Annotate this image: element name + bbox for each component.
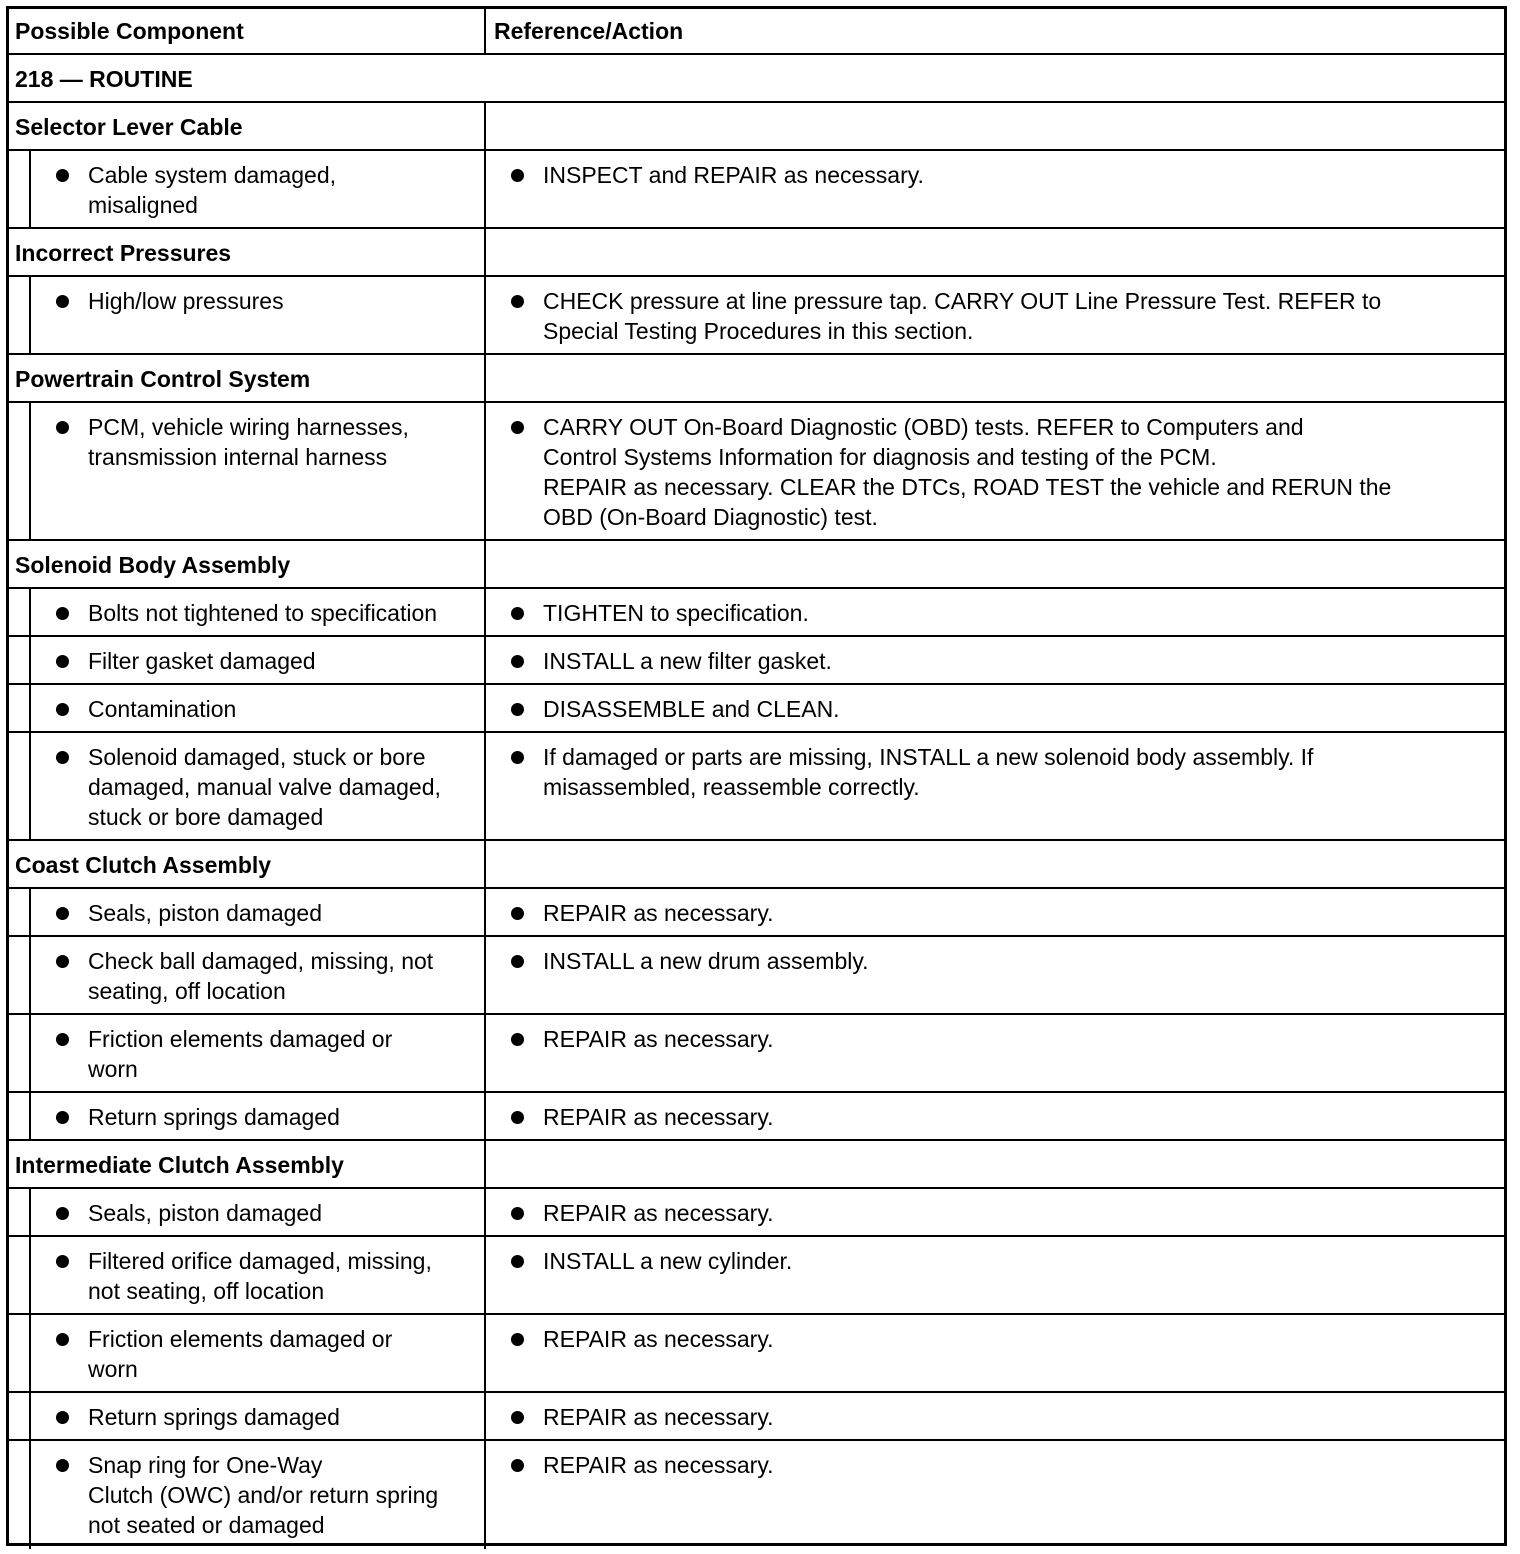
bullet-icon (56, 1333, 69, 1346)
bullet-icon (56, 907, 69, 920)
bullet-icon (511, 169, 524, 182)
action-text: REPAIR as necessary. (543, 1452, 774, 1478)
bullet-icon (511, 1111, 524, 1124)
column-divider (484, 733, 486, 841)
indent-line (29, 1093, 31, 1141)
component-text: High/low pressures (88, 288, 284, 314)
column-divider (484, 1141, 486, 1189)
bullet-icon (511, 907, 524, 920)
action-text: CHECK pressure at line pressure tap. CARRY OUT Line Pressure Test. REFER to Special Testing Procedures in this section. (543, 288, 1382, 344)
indent-line (29, 1189, 31, 1237)
indent-line (29, 1441, 31, 1549)
column-divider (484, 889, 486, 937)
component-text: PCM, vehicle wiring harnesses, transmission internal harness (88, 414, 409, 470)
column-divider (484, 1093, 486, 1141)
header-possible-component: Possible Component (15, 18, 244, 44)
routine-title-row (7, 55, 1506, 103)
column-divider (484, 403, 486, 541)
bullet-icon (511, 1255, 524, 1268)
bullet-icon (56, 703, 69, 716)
column-divider (484, 7, 486, 55)
indent-line (29, 733, 31, 841)
section-title: Powertrain Control System (15, 366, 311, 392)
section-title: Coast Clutch Assembly (15, 852, 272, 878)
bullet-icon (511, 607, 524, 620)
bullet-icon (511, 703, 524, 716)
bullet-icon (511, 955, 524, 968)
component-text: Friction elements damaged or worn (88, 1326, 393, 1382)
component-text: Cable system damaged, misaligned (88, 162, 337, 218)
bullet-icon (56, 955, 69, 968)
indent-line (29, 937, 31, 1015)
component-text: Seals, piston damaged (88, 1200, 322, 1226)
component-text: Friction elements damaged or worn (88, 1026, 393, 1082)
indent-line (29, 277, 31, 355)
bullet-icon (511, 751, 524, 764)
column-divider (484, 541, 486, 589)
bullet-icon (56, 1111, 69, 1124)
action-text: REPAIR as necessary. (543, 900, 774, 926)
indent-line (29, 151, 31, 229)
column-divider (484, 589, 486, 637)
column-divider (484, 229, 486, 277)
column-divider (484, 685, 486, 733)
bullet-icon (56, 1207, 69, 1220)
component-text: Filter gasket damaged (88, 648, 316, 674)
action-text: DISASSEMBLE and CLEAN. (543, 696, 840, 722)
bullet-icon (56, 751, 69, 764)
indent-line (29, 685, 31, 733)
action-text: REPAIR as necessary. (543, 1404, 774, 1430)
component-text: Solenoid damaged, stuck or bore damaged, manual valve damaged, stuck or bore damaged (88, 744, 441, 830)
action-text: INSTALL a new cylinder. (543, 1248, 793, 1274)
column-divider (484, 841, 486, 889)
bullet-icon (511, 1033, 524, 1046)
bullet-icon (56, 1411, 69, 1424)
action-text: REPAIR as necessary. (543, 1026, 774, 1052)
action-text: TIGHTEN to specification. (543, 600, 809, 626)
section-title: Solenoid Body Assembly (15, 552, 291, 578)
component-text: Check ball damaged, missing, not seating, off location (88, 948, 434, 1004)
bullet-icon (56, 295, 69, 308)
routine-title: 218 — ROUTINE (15, 66, 193, 92)
column-divider (484, 1189, 486, 1237)
bullet-icon (511, 295, 524, 308)
bullet-icon (511, 1459, 524, 1472)
component-text: Return springs damaged (88, 1104, 340, 1130)
action-text: REPAIR as necessary. (543, 1326, 774, 1352)
column-divider (484, 103, 486, 151)
column-divider (484, 1393, 486, 1441)
column-divider (484, 1441, 486, 1549)
column-divider (484, 1015, 486, 1093)
section-row (7, 229, 1506, 277)
bullet-icon (511, 1333, 524, 1346)
component-text: Return springs damaged (88, 1404, 340, 1430)
bullet-icon (56, 1459, 69, 1472)
bullet-icon (56, 607, 69, 620)
bullet-icon (56, 1033, 69, 1046)
indent-line (29, 589, 31, 637)
action-text: REPAIR as necessary. (543, 1104, 774, 1130)
section-title: Incorrect Pressures (15, 240, 232, 266)
column-divider (484, 277, 486, 355)
indent-line (29, 1393, 31, 1441)
bullet-icon (56, 1255, 69, 1268)
header-reference-action: Reference/Action (494, 18, 684, 44)
action-text: REPAIR as necessary. (543, 1200, 774, 1226)
indent-line (29, 403, 31, 541)
component-text: Snap ring for One-Way Clutch (OWC) and/or return spring not seated or damaged (88, 1452, 439, 1538)
component-text: Contamination (88, 696, 237, 722)
column-divider (484, 637, 486, 685)
column-divider (484, 1315, 486, 1393)
column-divider (484, 151, 486, 229)
component-text: Bolts not tightened to specification (88, 600, 438, 626)
indent-line (29, 637, 31, 685)
bullet-icon (56, 655, 69, 668)
action-text: If damaged or parts are missing, INSTALL a new solenoid body assembly. If misassembled, reassemble correctly. (543, 744, 1314, 800)
column-divider (484, 355, 486, 403)
bullet-icon (56, 421, 69, 434)
section-title: Selector Lever Cable (15, 114, 243, 140)
bullet-icon (511, 655, 524, 668)
indent-line (29, 1015, 31, 1093)
component-text: Seals, piston damaged (88, 900, 322, 926)
indent-line (29, 889, 31, 937)
action-text: INSTALL a new filter gasket. (543, 648, 832, 674)
action-text: INSTALL a new drum assembly. (543, 948, 869, 974)
indent-line (29, 1315, 31, 1393)
component-text: Filtered orifice damaged, missing, not seating, off location (88, 1248, 432, 1304)
action-text: CARRY OUT On-Board Diagnostic (OBD) tests. REFER to Computers and Control Systems Information for diagnosis and testing of the PCM. REPAIR as necessary. CLEAR the DTCs, ROAD TEST the vehicle and RERUN the OBD (On-Board Diagnostic) test. (543, 414, 1392, 530)
bullet-icon (511, 421, 524, 434)
bullet-icon (511, 1411, 524, 1424)
section-title: Intermediate Clutch Assembly (15, 1152, 344, 1178)
action-text: INSPECT and REPAIR as necessary. (543, 162, 924, 188)
bullet-icon (56, 169, 69, 182)
column-divider (484, 1237, 486, 1315)
indent-line (29, 1237, 31, 1315)
bullet-icon (511, 1207, 524, 1220)
column-divider (484, 937, 486, 1015)
